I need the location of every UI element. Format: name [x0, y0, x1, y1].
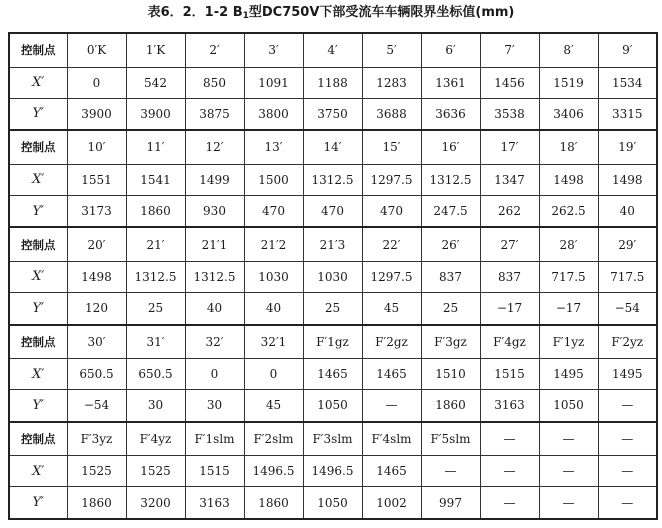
table-cell: 30 — [126, 390, 185, 422]
table-cell: 1534 — [598, 67, 657, 98]
table-cell: 45 — [362, 292, 421, 324]
table-cell: 3538 — [480, 98, 539, 130]
table-cell: — — [539, 422, 598, 456]
table-cell: 1498 — [539, 164, 598, 195]
table-cell: 1860 — [126, 195, 185, 227]
table-cell: 30′ — [67, 325, 126, 359]
table-cell: 6′ — [421, 33, 480, 67]
table-cell: 25 — [303, 292, 362, 324]
table-cell: 19′ — [598, 130, 657, 164]
table-cell: 8′ — [539, 33, 598, 67]
table-cell: 1495 — [539, 359, 598, 390]
table-cell: 12′ — [185, 130, 244, 164]
table-cell: — — [480, 456, 539, 487]
table-cell: 1860 — [244, 487, 303, 519]
table-cell: 1525 — [67, 456, 126, 487]
table-cell: 717.5 — [598, 261, 657, 292]
table-cell: 25 — [126, 292, 185, 324]
table-row — [9, 98, 657, 130]
table-cell: 3315 — [598, 98, 657, 130]
row-label-cell: X′ — [9, 164, 67, 195]
table-cell: 1091 — [244, 67, 303, 98]
table-cell: −17 — [539, 292, 598, 324]
table-cell: F′2slm — [244, 422, 303, 456]
table-cell: 28′ — [539, 227, 598, 261]
caption-suffix: 型DC750V下部受流车车辆限界坐标值(mm) — [248, 5, 515, 20]
table-cell: −17 — [480, 292, 539, 324]
table-cell: F′3gz — [421, 325, 480, 359]
table-cell: 0 — [244, 359, 303, 390]
table-cell: 1312.5 — [126, 261, 185, 292]
table-cell: 22′ — [362, 227, 421, 261]
table-cell: F′2gz — [362, 325, 421, 359]
table-cell: 3173 — [67, 195, 126, 227]
table-cell: 3688 — [362, 98, 421, 130]
table-cell: 1050 — [539, 390, 598, 422]
table-cell: 1361 — [421, 67, 480, 98]
table-cell: −54 — [67, 390, 126, 422]
table-cell: 997 — [421, 487, 480, 519]
row-label-cell: Y′ — [9, 98, 67, 130]
table-caption — [0, 3, 662, 23]
table-cell: 1465 — [303, 359, 362, 390]
table-cell: — — [598, 456, 657, 487]
table-cell: 1297.5 — [362, 164, 421, 195]
table-cell: 1541 — [126, 164, 185, 195]
table-cell: 247.5 — [421, 195, 480, 227]
table-cell: 1002 — [362, 487, 421, 519]
table-cell: 25 — [421, 292, 480, 324]
table-cell: 21′1 — [185, 227, 244, 261]
table-cell: F′5slm — [421, 422, 480, 456]
row-label-cell: 控制点 — [9, 130, 67, 164]
table-cell: 21′ — [126, 227, 185, 261]
table-cell: 1860 — [67, 487, 126, 519]
table-cell: 1456 — [480, 67, 539, 98]
table-cell: 0′K — [67, 33, 126, 67]
table-cell: 1312.5 — [303, 164, 362, 195]
table-cell: 650.5 — [67, 359, 126, 390]
table-cell: 10′ — [67, 130, 126, 164]
table-row — [9, 195, 657, 227]
table-cell: 0 — [185, 359, 244, 390]
table-cell: 3163 — [185, 487, 244, 519]
table-cell: 18′ — [539, 130, 598, 164]
table-cell: 837 — [421, 261, 480, 292]
table-cell: 13′ — [244, 130, 303, 164]
table-cell: 3800 — [244, 98, 303, 130]
table-cell: — — [480, 422, 539, 456]
table-row — [9, 359, 657, 390]
table-row — [9, 422, 657, 456]
table-cell: 32′1 — [244, 325, 303, 359]
caption-prefix: 表6．2．1-2 B — [147, 5, 243, 20]
table-cell: F′1slm — [185, 422, 244, 456]
row-label-cell: X′ — [9, 67, 67, 98]
table-row — [9, 456, 657, 487]
table-cell: 1510 — [421, 359, 480, 390]
row-label-cell: X′ — [9, 359, 67, 390]
table-cell: 45 — [244, 390, 303, 422]
table-cell: 1525 — [126, 456, 185, 487]
table-cell: 1465 — [362, 456, 421, 487]
table-cell: — — [539, 456, 598, 487]
table-row — [9, 33, 657, 67]
table-cell: 1030 — [244, 261, 303, 292]
table-row — [9, 325, 657, 359]
table-cell: 14′ — [303, 130, 362, 164]
table-cell: 40 — [598, 195, 657, 227]
table-cell: — — [598, 390, 657, 422]
row-label-cell: 控制点 — [9, 422, 67, 456]
row-label-cell: 控制点 — [9, 33, 67, 67]
table-cell: 40 — [244, 292, 303, 324]
table-row — [9, 130, 657, 164]
table-cell: 930 — [185, 195, 244, 227]
table-row — [9, 292, 657, 324]
table-cell: 15′ — [362, 130, 421, 164]
row-label-cell: Y′ — [9, 487, 67, 519]
table-cell: 27′ — [480, 227, 539, 261]
table-cell: 9′ — [598, 33, 657, 67]
table-cell: F′1gz — [303, 325, 362, 359]
caption-subscript: 1 — [242, 11, 249, 21]
table-cell: 3900 — [126, 98, 185, 130]
table-cell: 4′ — [303, 33, 362, 67]
table-row — [9, 261, 657, 292]
table-cell: 3875 — [185, 98, 244, 130]
table-row — [9, 164, 657, 195]
table-cell: — — [598, 422, 657, 456]
table-cell: 1465 — [362, 359, 421, 390]
table-cell: 3750 — [303, 98, 362, 130]
table-cell: 120 — [67, 292, 126, 324]
table-cell: 1515 — [185, 456, 244, 487]
table-cell: 31′ — [126, 325, 185, 359]
table-row — [9, 390, 657, 422]
table-cell: 837 — [480, 261, 539, 292]
table-cell: 542 — [126, 67, 185, 98]
table-cell: 1496.5 — [244, 456, 303, 487]
table-cell: 26′ — [421, 227, 480, 261]
table-cell: 3636 — [421, 98, 480, 130]
row-label-cell: Y′ — [9, 292, 67, 324]
table-cell: 1′K — [126, 33, 185, 67]
table-cell: 470 — [303, 195, 362, 227]
table-cell: 717.5 — [539, 261, 598, 292]
table-cell: 1860 — [421, 390, 480, 422]
table-cell: 29′ — [598, 227, 657, 261]
table-cell: 3163 — [480, 390, 539, 422]
table-cell: 650.5 — [126, 359, 185, 390]
table-cell: 11′ — [126, 130, 185, 164]
table-cell: 5′ — [362, 33, 421, 67]
table-cell: 1519 — [539, 67, 598, 98]
table-cell: 850 — [185, 67, 244, 98]
table-cell: 1495 — [598, 359, 657, 390]
row-label-cell: X′ — [9, 261, 67, 292]
table-cell: 1050 — [303, 390, 362, 422]
table-cell: 21′2 — [244, 227, 303, 261]
table-cell: — — [598, 487, 657, 519]
table-cell: — — [421, 456, 480, 487]
table-cell: F′2yz — [598, 325, 657, 359]
table-cell: — — [362, 390, 421, 422]
row-label-cell: X′ — [9, 456, 67, 487]
table-cell: 32′ — [185, 325, 244, 359]
table-cell: 1498 — [598, 164, 657, 195]
row-label-cell: Y′ — [9, 390, 67, 422]
table-cell: 1312.5 — [421, 164, 480, 195]
table-cell: 0 — [67, 67, 126, 98]
table-row — [9, 487, 657, 519]
table-cell: 1188 — [303, 67, 362, 98]
table-row — [9, 227, 657, 261]
table-cell: 3′ — [244, 33, 303, 67]
table-cell: F′4gz — [480, 325, 539, 359]
table-cell: 1297.5 — [362, 261, 421, 292]
table-cell: 3900 — [67, 98, 126, 130]
table-cell: — — [480, 487, 539, 519]
row-label-cell: Y′ — [9, 195, 67, 227]
table-cell: 2′ — [185, 33, 244, 67]
table-cell: 21′3 — [303, 227, 362, 261]
table-cell: 1499 — [185, 164, 244, 195]
table-cell: 3406 — [539, 98, 598, 130]
table-cell: 1347 — [480, 164, 539, 195]
table-cell: 1515 — [480, 359, 539, 390]
table-cell: F′1yz — [539, 325, 598, 359]
table-cell: F′4yz — [126, 422, 185, 456]
table-cell: 16′ — [421, 130, 480, 164]
row-label-cell: 控制点 — [9, 325, 67, 359]
table-cell: F′3slm — [303, 422, 362, 456]
table-cell: 40 — [185, 292, 244, 324]
table-cell: −54 — [598, 292, 657, 324]
table-cell: 1500 — [244, 164, 303, 195]
table-row — [9, 67, 657, 98]
table-cell: 30 — [185, 390, 244, 422]
table-cell: F′4slm — [362, 422, 421, 456]
table-cell: 7′ — [480, 33, 539, 67]
table-cell: 1551 — [67, 164, 126, 195]
table-cell: 1498 — [67, 261, 126, 292]
table-cell: 1030 — [303, 261, 362, 292]
table-cell: 1496.5 — [303, 456, 362, 487]
table-cell: F′3yz — [67, 422, 126, 456]
table-cell: 1050 — [303, 487, 362, 519]
table-cell: 470 — [244, 195, 303, 227]
table-cell: 470 — [362, 195, 421, 227]
table-cell: 262.5 — [539, 195, 598, 227]
table-cell: — — [539, 487, 598, 519]
table-cell: 262 — [480, 195, 539, 227]
table-cell: 3200 — [126, 487, 185, 519]
table-cell: 1283 — [362, 67, 421, 98]
table-cell: 17′ — [480, 130, 539, 164]
table-cell: 1312.5 — [185, 261, 244, 292]
table-cell: 20′ — [67, 227, 126, 261]
row-label-cell: 控制点 — [9, 227, 67, 261]
clearance-coordinate-table — [8, 32, 658, 520]
